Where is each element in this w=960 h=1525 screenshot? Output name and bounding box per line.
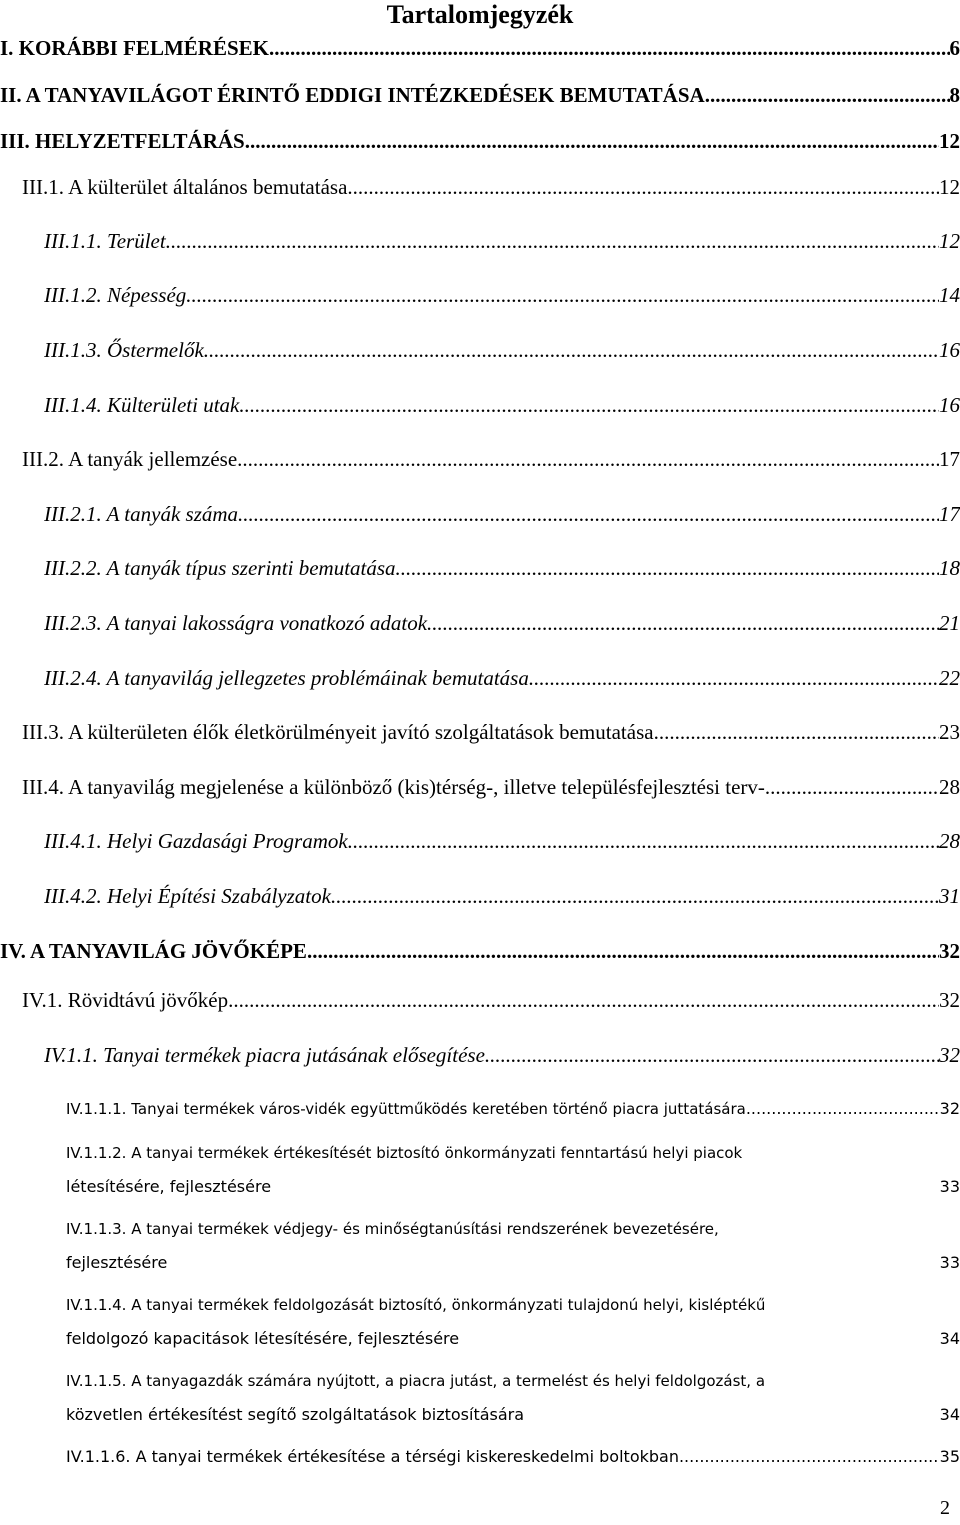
toc-entry-iii-3[interactable] [22,720,960,745]
toc-entry-label: III. HELYZETFELTÁRÁS [0,129,245,153]
toc-entry-page: 33 [939,1177,960,1196]
toc-entry-iii-2-1[interactable] [44,502,960,527]
toc-entry-iii-2[interactable] [22,447,960,472]
toc-entry-iv-1-1[interactable] [44,1043,960,1068]
leader-dots [307,939,939,964]
toc-entry-page: 34 [939,1405,960,1424]
toc-entry-label: III.2.1. A tanyák száma [44,502,239,526]
toc-entry-page: 18 [939,556,960,580]
leader-dots [654,720,939,745]
toc-entry-label: III.1. A külterület általános bemutatása [22,175,348,199]
toc-entry-label: IV.1.1.3. A tanyai termékek védjegy- és minőségtanúsítási rendszerének bevezetésére, [66,1220,719,1238]
toc-entry-label-cont: feldolgozó kapacitások létesítésére, fejlesztésére [66,1329,460,1348]
toc-title: Tartalomjegyzék [386,0,574,29]
toc-entry-label: III.1.2. Népesség [44,283,187,307]
toc-entry-iii-2-3[interactable] [44,611,960,636]
toc-entry-page: 32 [939,1099,960,1118]
toc-entry-page: 32 [939,988,960,1012]
toc-entry-label: IV.1.1.2. A tanyai termékek értékesítését biztosító önkormányzati fenntartású helyi piacok [66,1144,743,1162]
toc-entry-iii-4-1[interactable] [44,829,960,854]
toc-entry-page: 32 [939,1043,960,1067]
toc-entry-iv-1[interactable] [22,988,960,1013]
leader-dots [348,829,939,854]
leader-dots [427,611,939,636]
toc-entry-iv[interactable] [0,939,960,964]
toc-entry-label: III.2.3. A tanyai lakosságra vonatkozó adatok [44,611,428,635]
toc-entry-iii-4-2[interactable] [44,884,960,909]
toc-entry-label-cont: létesítésére, fejlesztésére [66,1177,272,1196]
toc-entry-iii-1[interactable] [22,175,960,200]
toc-entry-label: III.2.2. A tanyák típus szerinti bemutatása [44,556,396,580]
toc-entry-label: III.1.3. Őstermelők [44,338,204,362]
leader-dots [204,338,939,363]
toc-entry-page: 23 [939,720,960,744]
toc-entry-label: IV.1.1.4. A tanyai termékek feldolgozását biztosító, önkormányzati tulajdonú helyi, kisléptékű [66,1296,766,1314]
toc-entry-label-cont: közvetlen értékesítést segítő szolgáltatások biztosítására [66,1405,525,1424]
leader-dots [238,502,939,527]
toc-entry-label: III.4.1. Helyi Gazdasági Programok [44,829,348,853]
leader-dots [237,447,939,472]
toc-entry-page: 6 [949,36,960,60]
toc-entry-label: II. A TANYAVILÁGOT ÉRINTŐ EDDIGI INTÉZKEDÉSEK BEMUTATÁSA [0,83,705,107]
leader-dots [679,1447,940,1466]
page-number: 2 [940,1497,950,1519]
toc-entry-iv-1-1-5[interactable] [66,1364,960,1432]
toc-entry-page: 16 [939,338,960,362]
toc-entry-iv-1-1-2[interactable] [66,1136,960,1204]
toc-entry-page: 17 [939,502,960,526]
toc-entry-label: IV.1.1. Tanyai termékek piacra jutásának elősegítése [44,1043,485,1067]
leader-dots [245,129,939,154]
toc-entry-ii[interactable] [0,83,960,108]
toc-entry-page: 28 [939,829,960,853]
leader-dots [529,666,939,691]
toc-entry-i[interactable] [0,36,960,61]
toc-entry-page: 31 [939,884,960,908]
toc-entry-iii-1-4[interactable] [44,393,960,418]
toc-entry-iii-1-1[interactable] [44,229,960,254]
leader-dots [746,1099,940,1118]
toc-entry-page: 17 [939,447,960,471]
toc-entry-label: III.3. A külterületen élők életkörülményeit javító szolgáltatások bemutatása [22,720,654,744]
toc-entry-label: III.1.4. Külterületi utak [44,393,240,417]
leader-dots [485,1043,939,1068]
leader-dots [347,175,939,200]
toc-entry-iii-4[interactable] [22,775,960,800]
toc-entry-label: III.4.2. Helyi Építési Szabályzatok [44,884,331,908]
toc-entry-page: 8 [949,83,960,107]
leader-dots [166,229,939,254]
toc-entry-iii-1-2[interactable] [44,283,960,308]
toc-entry-iii-1-3[interactable] [44,338,960,363]
leader-dots [186,283,939,308]
toc-entry-iv-1-1-6[interactable] [66,1447,960,1466]
leader-dots [331,884,939,909]
leader-dots [765,775,939,800]
toc-entry-iii[interactable] [0,129,960,154]
leader-dots [705,83,950,108]
toc-entry-page: 33 [939,1253,960,1272]
toc-entry-label-cont: fejlesztésére [66,1253,168,1272]
leader-dots [396,556,939,581]
toc-entry-iv-1-1-3[interactable] [66,1212,960,1280]
toc-entry-label: III.2. A tanyák jellemzése [22,447,238,471]
toc-entry-label: IV.1.1.1. Tanyai termékek város-vidék együttműködés keretében történő piacra juttatására [66,1100,746,1118]
toc-entry-page: 32 [939,939,960,963]
toc-entry-page: 12 [939,129,960,153]
toc-entry-page: 22 [939,666,960,690]
leader-dots [269,36,950,61]
toc-entry-page: 35 [939,1447,960,1466]
toc-entry-label: IV. A TANYAVILÁG JÖVŐKÉPE [0,939,307,963]
toc-entry-page: 16 [939,393,960,417]
toc-entry-label: IV.1. Rövidtávú jövőkép [22,988,229,1012]
toc-entry-label: IV.1.1.5. A tanyagazdák számára nyújtott, a piacra jutást, a termelést és helyi feldolgozást, a [66,1372,766,1390]
toc-entry-page: 12 [939,175,960,199]
toc-entry-page: 34 [939,1329,960,1348]
leader-dots [239,393,939,418]
toc-entry-page: 28 [939,775,960,799]
toc-entry-label: III.1.1. Terület [44,229,166,253]
toc-entry-label: III.4. A tanyavilág megjelenése a különböző (kis)térség-, illetve településfejlesztési terv- [22,775,765,799]
toc-entry-page: 12 [939,229,960,253]
toc-entry-page: 21 [939,611,960,635]
toc-entry-label: I. KORÁBBI FELMÉRÉSEK [0,36,269,60]
toc-entry-iii-2-4[interactable] [44,666,960,691]
toc-entry-iv-1-1-1[interactable] [66,1099,960,1118]
toc-entry-page: 14 [939,283,960,307]
toc-entry-iv-1-1-4[interactable] [66,1288,960,1356]
toc-entry-iii-2-2[interactable] [44,556,960,581]
leader-dots [228,988,939,1013]
toc-entry-label: III.2.4. A tanyavilág jellegzetes problémáinak bemutatása [44,666,529,690]
toc-entry-label: IV.1.1.6. A tanyai termékek értékesítése a térségi kiskereskedelmi boltokban [66,1447,679,1466]
